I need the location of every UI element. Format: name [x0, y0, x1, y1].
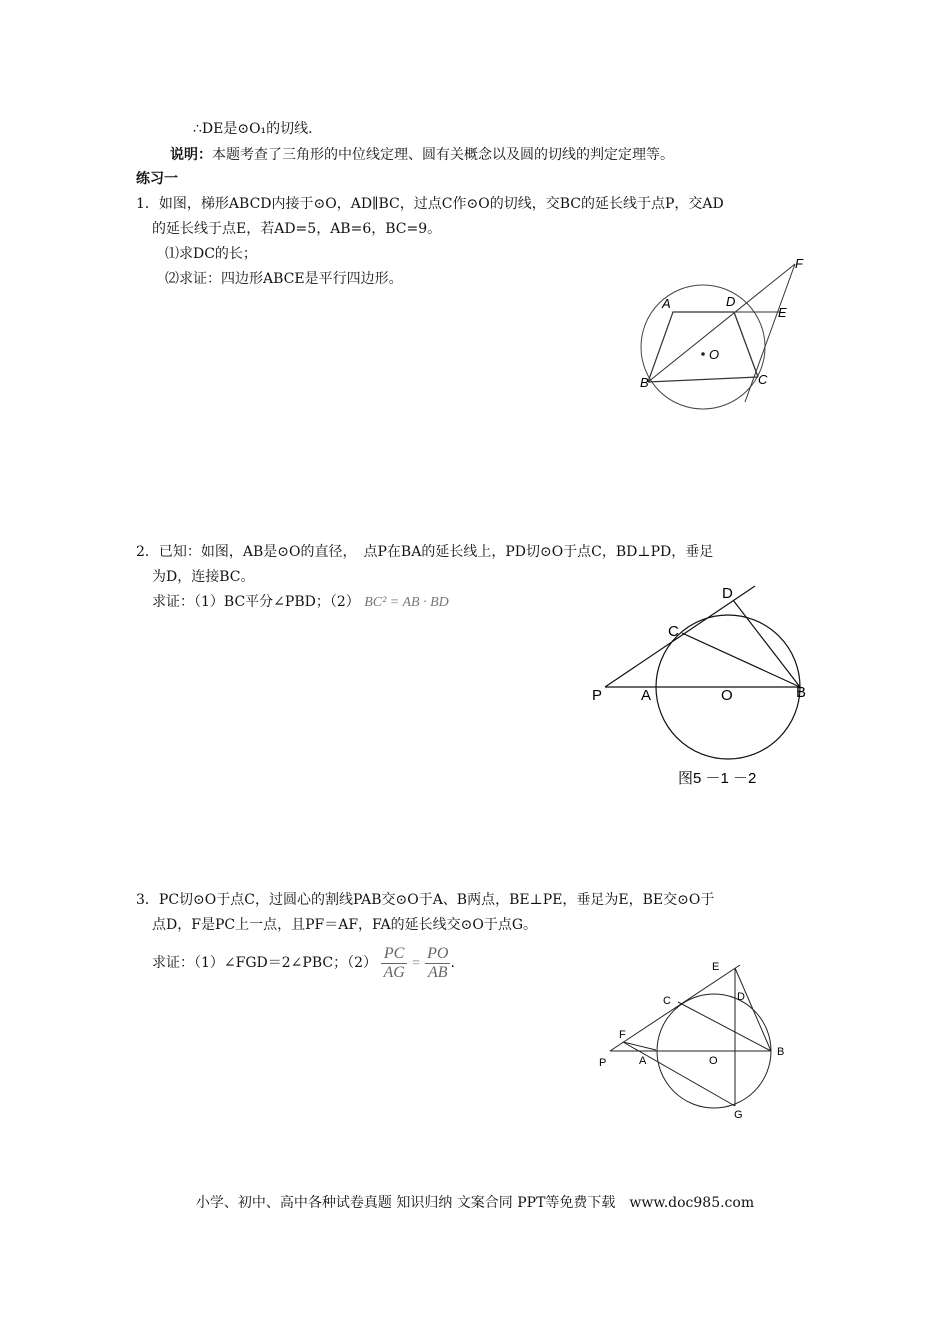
section-title: 练习一	[136, 171, 178, 187]
q1-label-f: F	[795, 256, 803, 271]
q2-label-d: D	[722, 585, 733, 602]
q2-line1: 2．已知：如图，AB是⊙O的直径， 点P在BA的延长线上，PD切⊙O于点C，BD⊥PD，垂足	[136, 544, 714, 560]
q2-line2: 为D，连接BC。	[152, 569, 255, 585]
page-footer: 小学、初中、高中各种试卷真题 知识归纳 文案合同 PPT等免费下载 www.doc985.com	[195, 1195, 755, 1211]
q1-label-d: D	[726, 294, 736, 309]
q3-label-p: P	[599, 1057, 607, 1069]
q3-label-c: C	[663, 995, 671, 1007]
q1-label-c: C	[758, 372, 768, 387]
q2-label-c: C	[668, 623, 679, 640]
conclusion-line: ∴DE是⊙O₁的切线.	[193, 121, 313, 137]
q3-line2: 点D，F是PC上一点，且PF＝AF，FA的延长线交⊙O于点G。	[152, 917, 538, 933]
q3-label-a: A	[639, 1055, 647, 1067]
q3-fraction-2	[425, 945, 450, 982]
q1-part1: ⑴求DC的长；	[165, 246, 257, 262]
q1-label-o: O	[709, 347, 720, 362]
note-text: 本题考查了三角形的中位线定理、圆有关概念以及圆的切线的判定定理等。	[212, 147, 674, 163]
q2-caption: 图5 －1 －2	[678, 770, 757, 787]
q3-label-d: D	[737, 991, 745, 1003]
q3-frac1-den: AG	[383, 963, 405, 981]
q1-part2: ⑵求证：四边形ABCE是平行四边形。	[165, 271, 403, 287]
q2-prove: 求证：（1）BC平分∠PBD；（2）	[152, 594, 360, 610]
q1-line2: 的延长线于点E，若AD=5，AB=6，BC=9。	[152, 221, 442, 237]
note-line	[170, 145, 674, 165]
q3-frac2-den: AB	[428, 963, 448, 981]
q2-label-p: P	[592, 687, 603, 704]
q3-label-e: E	[712, 961, 720, 973]
q3-frac2-num: PO	[427, 944, 449, 962]
q2-prove-line	[152, 592, 449, 613]
q3-line1: 3．PC切⊙O于点C，过圆心的割线PAB交⊙O于A、B两点，BE⊥PE，垂足为E，BE交⊙O于	[136, 892, 715, 908]
q2-label-o: O	[721, 687, 733, 704]
q1-label-b: B	[640, 375, 649, 390]
q1-label-e: E	[778, 305, 787, 320]
q3-prove: 求证：（1）∠FGD＝2∠PBC；（2）	[152, 955, 377, 971]
q3-label-g: G	[734, 1109, 743, 1121]
q1-label-a: A	[662, 296, 671, 311]
q3-label-o: O	[709, 1055, 718, 1067]
q3-period: .	[450, 955, 455, 971]
note-label: 说明：	[170, 147, 212, 163]
q3-fraction-1	[381, 945, 406, 982]
q3-label-f: F	[619, 1029, 626, 1041]
q3-prove-line	[152, 942, 455, 985]
q2-label-b: B	[796, 684, 807, 701]
q1-line1: 1．如图，梯形ABCD内接于⊙O，AD∥BC，过点C作⊙O的切线，交BC的延长线于点P，交AD	[136, 196, 724, 212]
q2-label-a: A	[641, 687, 652, 704]
q2-figure	[585, 578, 815, 793]
q1-figure	[630, 250, 820, 420]
q3-frac1-num: PC	[381, 945, 406, 964]
q3-figure	[590, 958, 800, 1123]
q2-formula: BC² = AB · BD	[364, 595, 449, 610]
q3-label-b: B	[777, 1046, 785, 1058]
q3-equals: =	[411, 956, 421, 971]
